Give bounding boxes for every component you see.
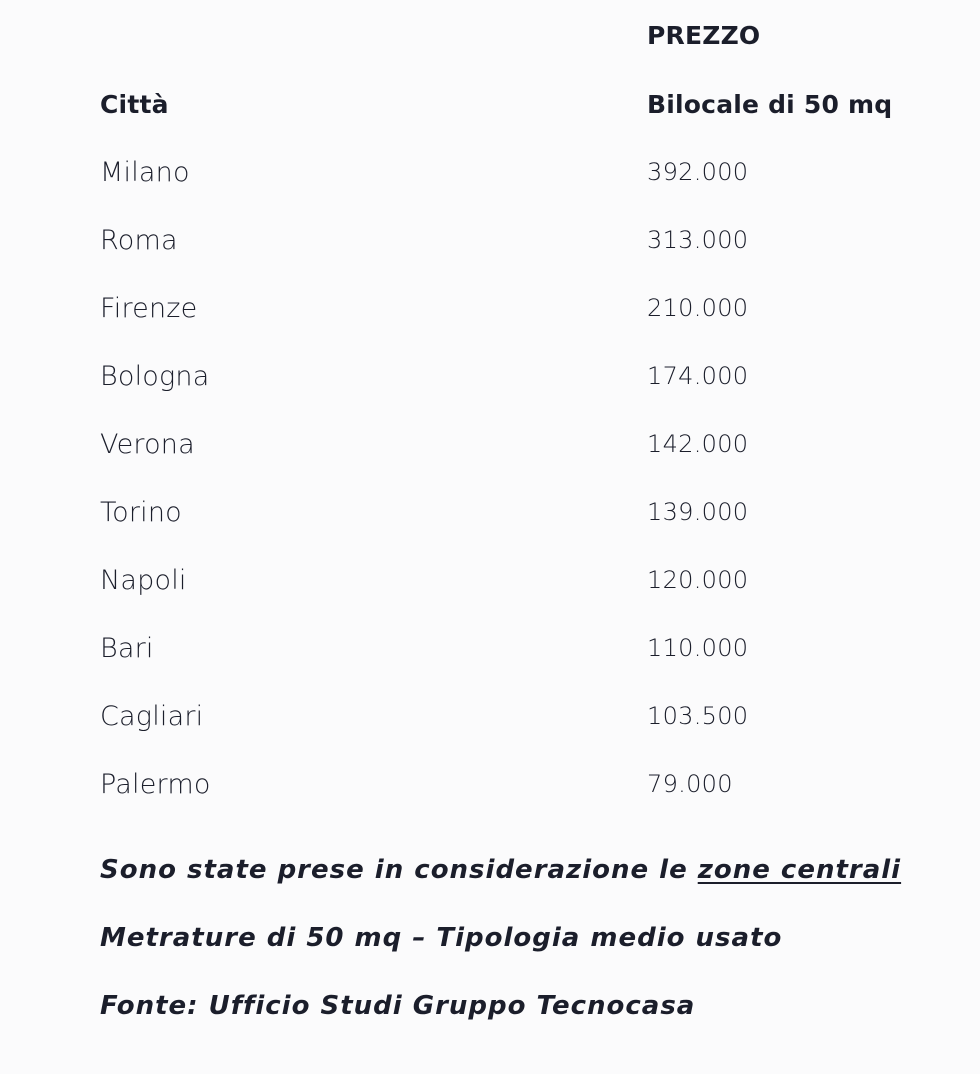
header-price-top: PREZZO bbox=[647, 20, 761, 50]
price-cell: 103.500 bbox=[647, 702, 749, 730]
table-row bbox=[100, 614, 960, 682]
price-table bbox=[100, 0, 960, 818]
price-cell: 210.000 bbox=[647, 294, 749, 322]
table-row bbox=[100, 342, 960, 410]
table-row bbox=[100, 546, 960, 614]
price-cell: 79.000 bbox=[647, 770, 733, 798]
central-zones-link[interactable]: zone centrali bbox=[697, 855, 902, 885]
city-cell: Roma bbox=[100, 224, 178, 256]
table-row bbox=[100, 138, 960, 206]
note-central-zones bbox=[100, 836, 960, 904]
table-header-row-top bbox=[100, 0, 960, 70]
footnotes bbox=[100, 836, 960, 1040]
table-row bbox=[100, 750, 960, 818]
price-cell: 392.000 bbox=[647, 158, 749, 186]
price-cell: 120.000 bbox=[647, 566, 749, 594]
table-header-row bbox=[100, 70, 960, 138]
note-central-zones-text: Sono state prese in considerazione le bbox=[100, 855, 688, 885]
header-price: Bilocale di 50 mq bbox=[647, 89, 893, 119]
price-cell: 142.000 bbox=[647, 430, 749, 458]
city-cell: Firenze bbox=[100, 292, 198, 324]
table-row bbox=[100, 478, 960, 546]
price-cell: 174.000 bbox=[647, 362, 749, 390]
price-cell: 110.000 bbox=[647, 634, 749, 662]
city-cell: Bologna bbox=[100, 360, 210, 392]
city-cell: Verona bbox=[100, 428, 195, 460]
note-source: Fonte: Ufficio Studi Gruppo Tecnocasa bbox=[100, 991, 696, 1021]
header-city: Città bbox=[100, 89, 169, 119]
city-cell: Napoli bbox=[100, 564, 187, 596]
note-size-type: Metrature di 50 mq – Tipologia medio usato bbox=[100, 923, 783, 953]
city-cell: Torino bbox=[100, 496, 182, 528]
city-cell: Milano bbox=[100, 156, 190, 188]
city-cell: Palermo bbox=[100, 768, 211, 800]
city-cell: Bari bbox=[100, 632, 154, 664]
table-row bbox=[100, 410, 960, 478]
table-row bbox=[100, 206, 960, 274]
city-cell: Cagliari bbox=[100, 700, 204, 732]
table-row bbox=[100, 682, 960, 750]
table-row bbox=[100, 274, 960, 342]
price-cell: 139.000 bbox=[647, 498, 749, 526]
price-cell: 313.000 bbox=[647, 226, 749, 254]
